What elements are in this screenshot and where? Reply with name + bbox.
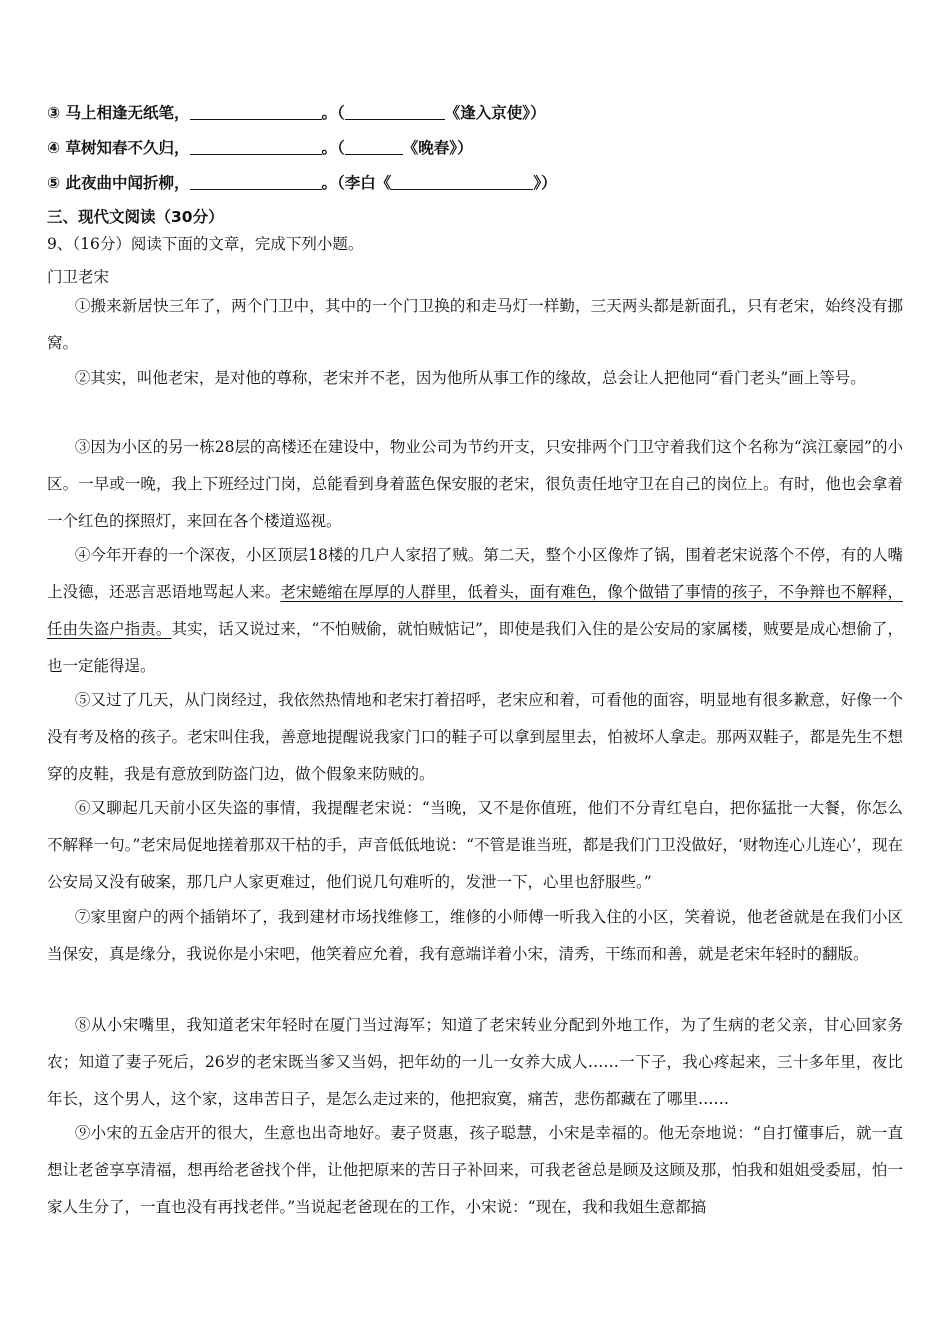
paragraph-2: ②其实，叫他老宋，是对他的尊称，老宋并不老，因为他所从事工作的缘故，总会让人把他同“看门老头”画上等号。: [74, 369, 866, 387]
paragraph-1: ①搬来新居快三年了，两个门卫中，其中的一个门卫换的和走马灯一样勤，三天两头都是新面孔，只有老宋，始终没有挪窝。: [47, 297, 903, 352]
paragraph-9: ⑨小宋的五金店开的很大，生意也出奇地好。妻子贤惠，孩子聪慧，小宋是幸福的。他无奈地说：“自打懂事后，就一直想让老爸享享清福，想再给老爸找个伴，让他把原来的苦日子补回来，可我老爸总是顾及这顾及那，怕我和姐姐受委屈，怕一家人生分了，一直也没有再找老伴。”当说起老爸现在的工作，小宋说：“现在，我和我姐生意都搞: [47, 1124, 903, 1216]
paragraph-5: ⑤又过了几天，从门岗经过，我依然热情地和老宋打着招呼，老宋应和着，可看他的面容，明显地有很多歉意，好像一个没有考及格的孩子。老宋叫住我，善意地提醒说我家门口的鞋子可以拿到屋里去，怕被坏人拿走。那两双鞋子，都是先生不想穿的皮鞋，我是有意放到防盗门边，做个假象来防贼的。: [47, 691, 903, 783]
paragraph-6: ⑥又聊起几天前小区失盗的事情，我提醒老宋说：“当晚，又不是你值班，他们不分青红皂白，把你猛批一大餐，你怎么不解释一句。”老宋局促地搓着那双干枯的手，声音低低地说：“不管是谁当班，都是我们门卫没做好，‘财物连心儿连心’，现在公安局又没有破案，那几户人家更难过，他们说几句难听的，发泄一下，心里也舒服些。”: [47, 799, 903, 891]
section-heading: 三、现代文阅读（30分）: [47, 208, 224, 226]
poem-line-4: [47, 136, 473, 158]
answer-blank[interactable]: [190, 174, 322, 190]
poem-punct: 。（: [321, 174, 345, 192]
paragraph-4-text: ④今年开春的一个深夜，小区顶层18楼的几户人家招了贼。第二天，整个小区像炸了锅，围着老宋说落个不停，有的人嘴上没德，还恶言恶语地骂起人来。: [47, 546, 903, 601]
paragraph-4-text-end: 其实，话又说过来，“不怕贼偷，就怕贼惦记”，即使是我们入住的是公安局的家属楼，贼要是成心想偷了，也一定能得逞。: [47, 620, 903, 675]
underlined-sentence: 老宋蜷缩在厚厚的人群里，低着头，面有难色，像个做错了事情的孩子，不争辩也不解释，任由失盗户指责。: [47, 583, 903, 638]
poem-text: ④ 草树知春不久归，: [47, 139, 190, 157]
paragraph-3: ③因为小区的另一栋28层的高楼还在建设中，物业公司为节约开支，只安排两个门卫守着我们这个名称为“滨江豪园”的小区。一早或一晚，我上下班经过门岗，总能看到身着蓝色保安服的老宋，很负责任地守卫在自己的岗位上。有时，他也会拿着一个红色的探照灯，来回在各个楼道巡视。: [47, 438, 903, 530]
poem-punct: 。（: [321, 104, 345, 122]
question-intro: 9、（16分）阅读下面的文章，完成下列小题。: [47, 235, 364, 253]
answer-blank[interactable]: [190, 139, 322, 155]
article-title: 门卫老宋: [47, 268, 110, 286]
paragraph-4: [47, 537, 903, 685]
poem-line-5: [47, 171, 557, 193]
paragraph-7: ⑦家里窗户的两个插销坏了，我到建材市场找维修工，维修的小师傅一听我入住的小区，笑着说，他老爸就是在我们小区当保安，真是缘分，我说你是小宋吧，他笑着应允着，我有意端详着小宋，清秀，干练而和善，就是老宋年轻时的翻版。: [47, 908, 903, 963]
poem-punct: 》）: [533, 174, 557, 192]
author-blank[interactable]: [345, 139, 403, 155]
poem-text: ③ 马上相逢无纸笔，: [47, 104, 190, 122]
title-blank[interactable]: [391, 174, 533, 190]
paragraph-8: ⑧从小宋嘴里，我知道老宋年轻时在厦门当过海军；知道了老宋转业分配到外地工作，为了生病的老父亲，甘心回家务农；知道了妻子死后，26岁的老宋既当爹又当妈，把年幼的一儿一女养大成人……一下子，我心疼起来，三十多年里，夜比年长，这个男人，这个家，这串苦日子，是怎么走过来的，他把寂寞，痛苦，悲伤都藏在了哪里……: [47, 1016, 903, 1108]
poem-line-3: [47, 101, 546, 123]
poem-source-prefix: 李白《: [344, 174, 392, 192]
poem-punct: 。（: [321, 139, 345, 157]
author-blank[interactable]: [345, 104, 445, 120]
poem-source: 《逢入京使》: [444, 104, 531, 122]
poem-source: 《晚春》: [402, 139, 458, 157]
poem-text: ⑤ 此夜曲中闻折柳，: [47, 174, 190, 192]
answer-blank[interactable]: [190, 104, 322, 120]
poem-punct: ）: [530, 104, 546, 122]
poem-punct: ）: [457, 139, 473, 157]
